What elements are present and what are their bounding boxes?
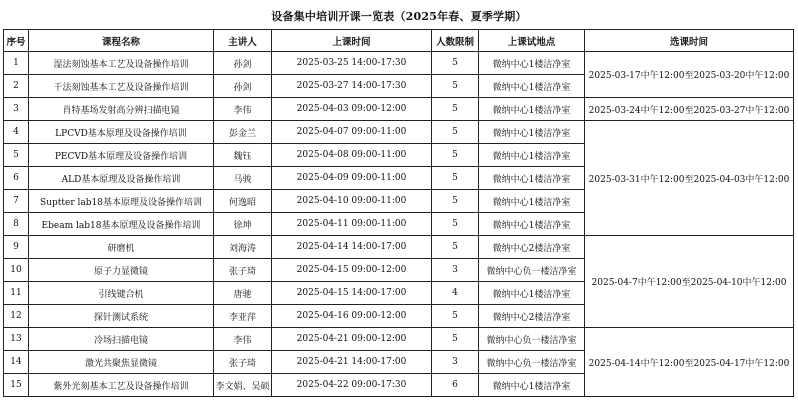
cell-teacher: 徐坤 [214,213,272,236]
cell-teacher: 彭金兰 [214,121,272,144]
cell-course: Ebeam lab18基本原理及设备操作培训 [29,213,214,236]
cell-selection: 2025-04-14中午12:00至2025-04-17中午12:00 [585,328,794,397]
cell-teacher: 孙剑 [214,75,272,98]
cell-course: 探针测试系统 [29,305,214,328]
cell-place: 微纳中心1楼洁净室 [479,52,585,75]
cell-course: 激光共聚焦显微镜 [29,351,214,374]
cell-no: 2 [4,75,29,98]
cell-limit: 6 [432,374,479,397]
cell-place: 微纳中心2楼洁净室 [479,305,585,328]
cell-selection: 2025-03-24中午12:00至2025-03-27中午12:00 [585,98,794,121]
header-teacher: 主讲人 [214,30,272,52]
cell-limit: 5 [432,98,479,121]
cell-no: 12 [4,305,29,328]
cell-teacher: 张子琦 [214,259,272,282]
header-place: 上课试地点 [479,30,585,52]
header-limit: 人数限制 [432,30,479,52]
cell-limit: 3 [432,351,479,374]
cell-no: 15 [4,374,29,397]
table-row [4,236,794,259]
cell-course: 紫外光刻基本工艺及设备操作培训 [29,374,214,397]
cell-limit: 5 [432,52,479,75]
cell-place: 微纳中心1楼洁净室 [479,282,585,305]
cell-no: 1 [4,52,29,75]
header-course: 课程名称 [29,30,214,52]
cell-teacher: 李伟 [214,98,272,121]
cell-teacher: 何逸昭 [214,190,272,213]
cell-teacher: 唐驰 [214,282,272,305]
header-no: 序号 [4,30,29,52]
table-row [4,328,794,351]
cell-limit: 5 [432,75,479,98]
cell-place: 微纳中心1楼洁净室 [479,213,585,236]
cell-selection: 2025-04-7中午12:00至2025-04-10中午12:00 [585,236,794,328]
cell-course: ALD基本原理及设备操作培训 [29,167,214,190]
cell-no: 14 [4,351,29,374]
cell-place: 微纳中心2楼洁净室 [479,236,585,259]
cell-limit: 5 [432,121,479,144]
cell-no: 13 [4,328,29,351]
cell-limit: 5 [432,213,479,236]
cell-time: 2025-04-09 09:00-11:00 [272,167,432,190]
cell-selection: 2025-03-31中午12:00至2025-04-03中午12:00 [585,121,794,236]
cell-limit: 5 [432,236,479,259]
cell-course: PECVD基本原理及设备操作培训 [29,144,214,167]
cell-teacher: 李伟 [214,328,272,351]
table-title: 设备集中培训开课一览表（2025年春、夏季学期） [271,10,527,23]
cell-time: 2025-04-15 14:00-17:00 [272,282,432,305]
cell-course: 干法刻蚀基本工艺及设备操作培训 [29,75,214,98]
cell-time: 2025-04-22 09:00-17:30 [272,374,432,397]
cell-place: 微纳中心1楼洁净室 [479,144,585,167]
cell-course: LPCVD基本原理及设备操作培训 [29,121,214,144]
cell-time: 2025-04-21 09:00-12:00 [272,328,432,351]
table-row [4,98,794,121]
cell-no: 8 [4,213,29,236]
cell-limit: 5 [432,305,479,328]
cell-no: 9 [4,236,29,259]
cell-place: 微纳中心1楼洁净室 [479,121,585,144]
cell-place: 微纳中心负一楼洁净室 [479,259,585,282]
course-schedule-table [3,29,794,397]
cell-time: 2025-04-07 09:00-11:00 [272,121,432,144]
cell-no: 10 [4,259,29,282]
cell-no: 6 [4,167,29,190]
cell-time: 2025-04-11 09:00-11:00 [272,213,432,236]
cell-time: 2025-03-25 14:00-17:30 [272,52,432,75]
cell-place: 微纳中心1楼洁净室 [479,167,585,190]
cell-limit: 4 [432,282,479,305]
header-row [4,30,794,52]
cell-course: 肖特基场发射高分辨扫描电镜 [29,98,214,121]
cell-time: 2025-04-15 09:00-12:00 [272,259,432,282]
cell-teacher: 孙剑 [214,52,272,75]
cell-teacher: 魏钰 [214,144,272,167]
cell-place: 微纳中心1楼洁净室 [479,374,585,397]
header-selection: 选课时间 [585,30,794,52]
cell-course: 冷场扫描电镜 [29,328,214,351]
header-time: 上课时间 [272,30,432,52]
cell-teacher: 刘海涛 [214,236,272,259]
cell-place: 微纳中心1楼洁净室 [479,98,585,121]
cell-teacher: 张子琦 [214,351,272,374]
cell-time: 2025-03-27 14:00-17:30 [272,75,432,98]
cell-course: 研磨机 [29,236,214,259]
cell-no: 3 [4,98,29,121]
cell-no: 4 [4,121,29,144]
cell-course: Suptter lab18基本原理及设备操作培训 [29,190,214,213]
cell-course: 原子力显微镜 [29,259,214,282]
cell-time: 2025-04-08 09:00-11:00 [272,144,432,167]
cell-limit: 5 [432,167,479,190]
cell-teacher: 李文娟、吴硕 [214,374,272,397]
cell-time: 2025-04-14 14:00-17:00 [272,236,432,259]
cell-limit: 3 [432,259,479,282]
cell-course: 引线键合机 [29,282,214,305]
cell-time: 2025-04-16 09:00-12:00 [272,305,432,328]
cell-place: 微纳中心1楼洁净室 [479,190,585,213]
table-row [4,52,794,75]
cell-time: 2025-04-03 09:00-12:00 [272,98,432,121]
cell-place: 微纳中心负一楼洁净室 [479,351,585,374]
cell-selection: 2025-03-17中午12:00至2025-03-20中午12:00 [585,52,794,98]
cell-limit: 5 [432,328,479,351]
cell-no: 5 [4,144,29,167]
cell-limit: 5 [432,144,479,167]
cell-no: 7 [4,190,29,213]
cell-time: 2025-04-21 14:00-17:00 [272,351,432,374]
cell-place: 微纳中心1楼洁净室 [479,75,585,98]
cell-limit: 5 [432,190,479,213]
cell-teacher: 马骏 [214,167,272,190]
cell-no: 11 [4,282,29,305]
table-row [4,121,794,144]
cell-teacher: 李亚萍 [214,305,272,328]
cell-course: 湿法刻蚀基本工艺及设备操作培训 [29,52,214,75]
cell-place: 微纳中心负一楼洁净室 [479,328,585,351]
cell-time: 2025-04-10 09:00-11:00 [272,190,432,213]
